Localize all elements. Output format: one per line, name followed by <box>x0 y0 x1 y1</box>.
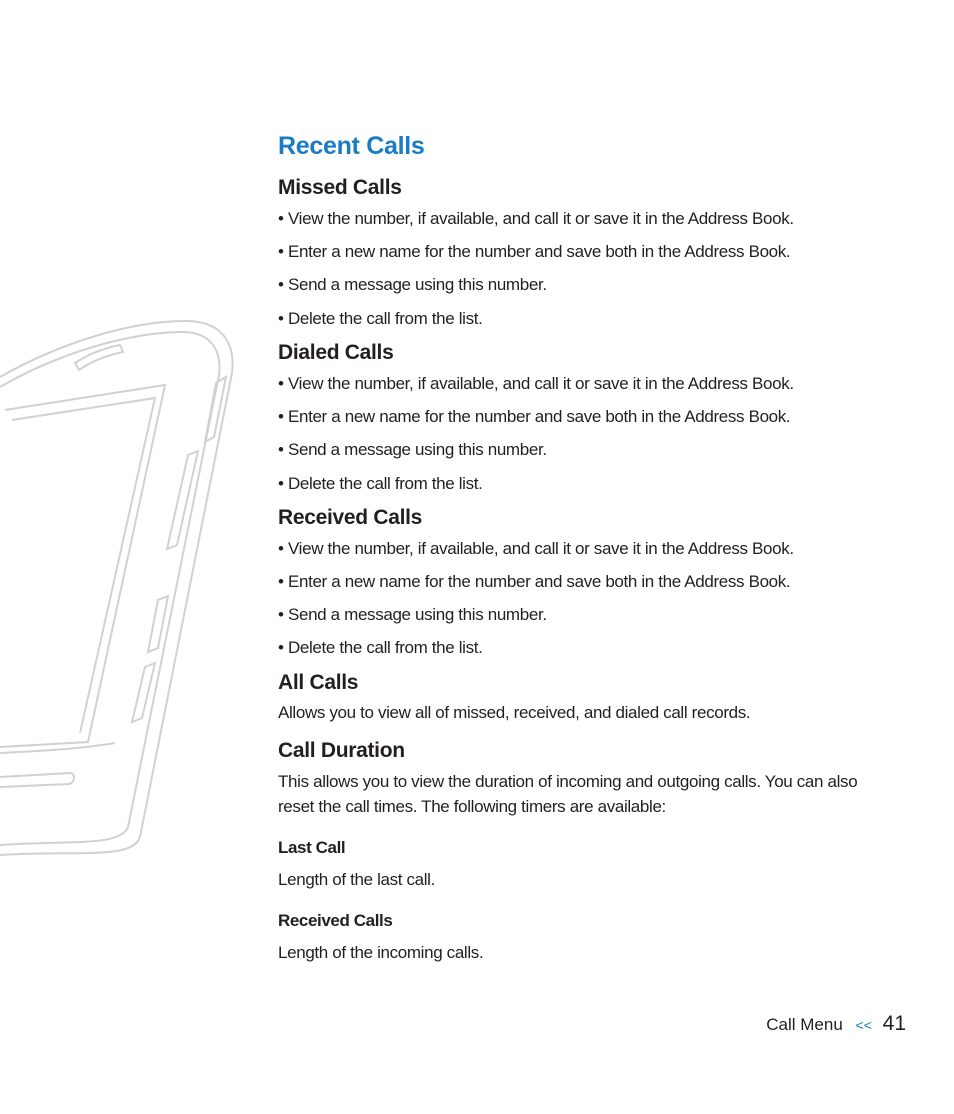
page-number: 41 <box>882 1012 906 1035</box>
section-dialed-calls <box>278 338 858 494</box>
list-item: • Delete the call from the list. <box>278 638 483 657</box>
list-item: • Delete the call from the list. <box>278 474 483 493</box>
section-heading: Received Calls <box>278 506 423 529</box>
list-item: • Send a message using this number. <box>278 275 547 294</box>
list-item: • Send a message using this number. <box>278 440 547 459</box>
subsection-heading-received-calls: Received Calls <box>278 911 393 930</box>
chapter-name: Call Menu <box>766 1015 843 1034</box>
list-item: • Enter a new name for the number and save both in the Address Book. <box>278 572 791 591</box>
page-footer <box>766 1012 906 1036</box>
section-heading: Missed Calls <box>278 176 402 199</box>
list-item: • Send a message using this number. <box>278 605 547 624</box>
section-text: Allows you to view all of missed, received, and dialed call records. <box>278 703 751 722</box>
bullet-list <box>278 539 858 658</box>
page-title: Recent Calls <box>278 132 425 160</box>
section-text: This allows you to view the duration of incoming and outgoing calls. You can also reset the call times. The following timers are available: <box>278 772 858 816</box>
subsection-heading-last-call: Last Call <box>278 838 346 857</box>
list-item: • Delete the call from the list. <box>278 309 483 328</box>
section-missed-calls <box>278 173 858 329</box>
bullet-list <box>278 374 858 494</box>
phone-outline-illustration <box>0 315 240 860</box>
subsection-text: Length of the last call. <box>278 870 435 889</box>
bullet-list <box>278 209 858 329</box>
section-all-calls <box>278 668 858 725</box>
list-item: • Enter a new name for the number and save both in the Address Book. <box>278 407 791 426</box>
list-item: • View the number, if available, and call it or save it in the Address Book. <box>278 539 794 558</box>
section-heading: Call Duration <box>278 739 405 762</box>
section-received-calls <box>278 503 858 658</box>
section-heading: All Calls <box>278 671 359 694</box>
list-item: • View the number, if available, and call it or save it in the Address Book. <box>278 374 794 393</box>
list-item: • View the number, if available, and call it or save it in the Address Book. <box>278 209 794 228</box>
footer-separator: << <box>855 1017 872 1033</box>
section-call-duration <box>278 736 858 965</box>
section-heading: Dialed Calls <box>278 341 394 364</box>
main-content <box>278 128 858 965</box>
subsection-text: Length of the incoming calls. <box>278 943 484 962</box>
list-item: • Enter a new name for the number and save both in the Address Book. <box>278 242 791 261</box>
